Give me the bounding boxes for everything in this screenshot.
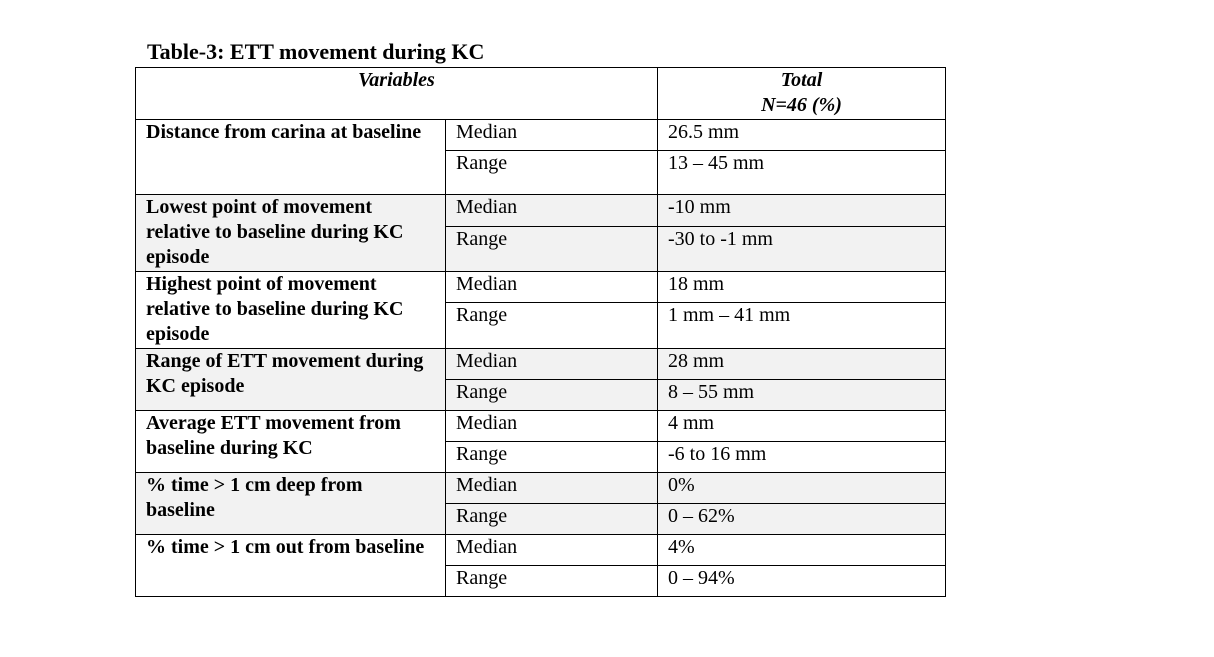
ett-movement-table xyxy=(135,67,946,597)
range-value: 0 – 62% xyxy=(658,504,946,535)
row-variable: Lowest point of movement relative to baseline during KC episode xyxy=(136,195,446,272)
range-label: Range xyxy=(446,380,658,411)
range-label: Range xyxy=(446,151,658,195)
median-value: 26.5 mm xyxy=(658,120,946,151)
median-value: 4% xyxy=(658,535,946,566)
row-variable: Highest point of movement relative to baseline during KC episode xyxy=(136,272,446,349)
row-variable: Average ETT movement from baseline during KC xyxy=(136,411,446,473)
row-variable: Range of ETT movement during KC episode xyxy=(136,349,446,411)
range-value: -30 to -1 mm xyxy=(658,227,946,272)
header-total xyxy=(658,68,946,120)
range-value: 0 – 94% xyxy=(658,566,946,597)
median-label: Median xyxy=(446,535,658,566)
range-value: -6 to 16 mm xyxy=(658,442,946,473)
row-variable: Distance from carina at baseline xyxy=(136,120,446,195)
table-caption: Table-3: ETT movement during KC xyxy=(147,39,485,64)
range-label: Range xyxy=(446,566,658,597)
range-label: Range xyxy=(446,303,658,349)
range-value: 8 – 55 mm xyxy=(658,380,946,411)
range-label: Range xyxy=(446,504,658,535)
median-value: -10 mm xyxy=(658,195,946,227)
median-value: 4 mm xyxy=(658,411,946,442)
median-label: Median xyxy=(446,473,658,504)
median-value: 0% xyxy=(658,473,946,504)
range-label: Range xyxy=(446,227,658,272)
median-value: 28 mm xyxy=(658,349,946,380)
header-total-line1: Total xyxy=(780,69,823,91)
median-label: Median xyxy=(446,411,658,442)
median-value: 18 mm xyxy=(658,272,946,303)
median-label: Median xyxy=(446,195,658,227)
header-variables: Variables xyxy=(136,68,658,120)
row-variable: % time > 1 cm deep from baseline xyxy=(136,473,446,535)
range-label: Range xyxy=(446,442,658,473)
range-value: 1 mm – 41 mm xyxy=(658,303,946,349)
median-label: Median xyxy=(446,120,658,151)
range-value: 13 – 45 mm xyxy=(658,151,946,195)
row-variable: % time > 1 cm out from baseline xyxy=(136,535,446,597)
header-total-line2: N=46 (%) xyxy=(761,94,842,116)
median-label: Median xyxy=(446,272,658,303)
median-label: Median xyxy=(446,349,658,380)
